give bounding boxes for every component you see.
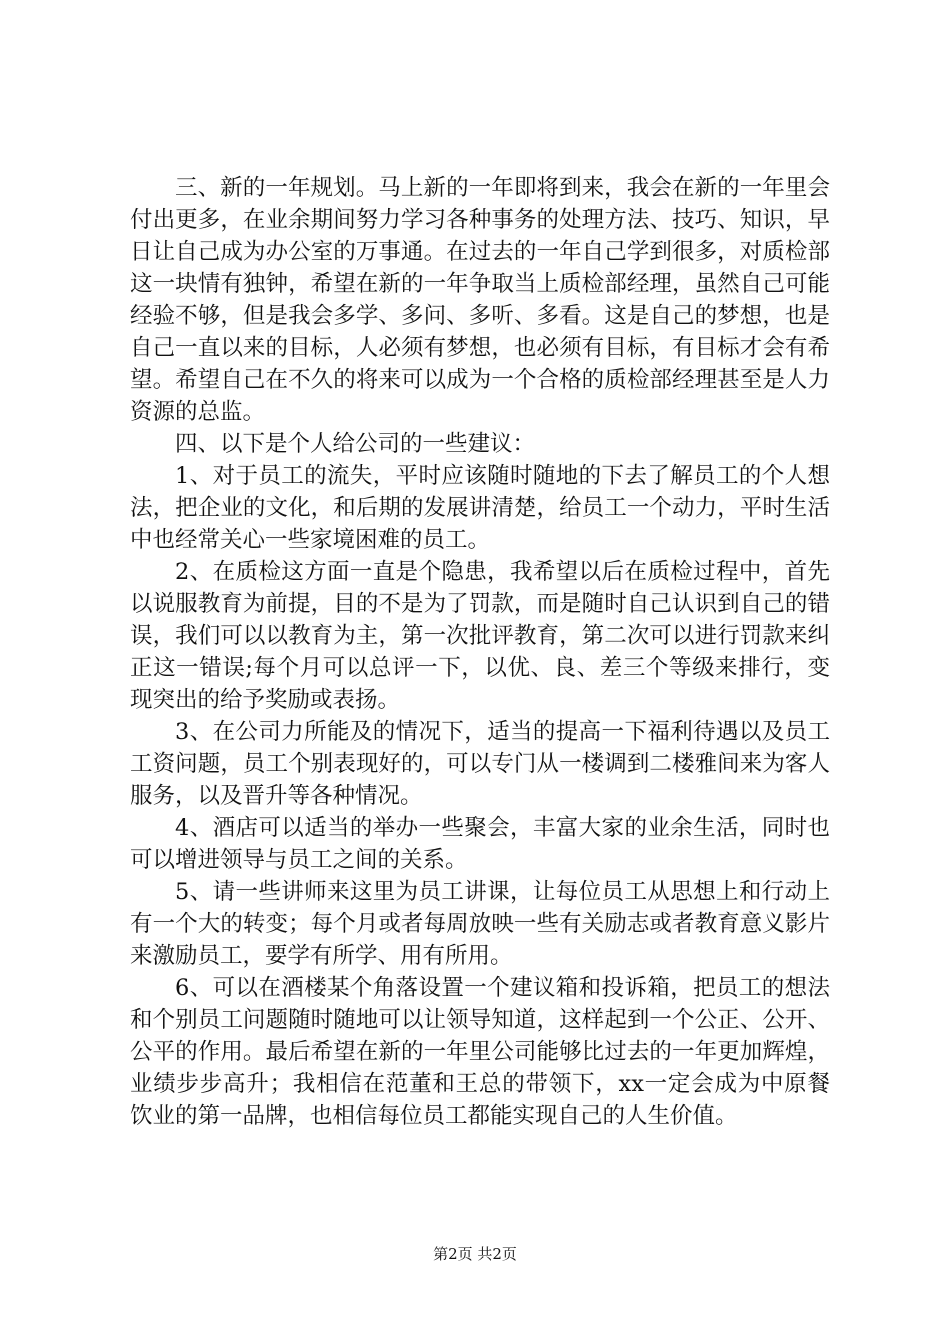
paragraph-suggestion-3: 3、在公司力所能及的情况下，适当的提高一下福利待遇以及员工工资问题，员工个别表现好的，可以专门从一楼调到二楼雅间来为客人服务，以及晋升等各种情况。 <box>130 719 830 809</box>
page-number-label: 第2页 共2页 <box>433 1245 517 1263</box>
paragraph-suggestions-heading: 四、以下是个人给公司的一些建议： <box>175 431 536 457</box>
paragraph-suggestion-1: 1、对于员工的流失，平时应该随时随地的下去了解员工的个人想法，把企业的文化，和后期的发展讲清楚，给员工一个动力，平时生活中也经常关心一些家境困难的员工。 <box>130 463 830 553</box>
paragraph-plan: 三、新的一年规划。马上新的一年即将到来，我会在新的一年里会付出更多，在业余期间努力学习各种事务的处理方法、技巧、知识，早日让自己成为办公室的万事通。在过去的一年自己学到很多，对质检部这一块情有独钟，希望在新的一年争取当上质检部经理，虽然自己可能经验不够，但是我会多学、多问、多听、多看。这是自己的梦想，也是自己一直以来的目标，人必须有梦想，也必须有目标，有目标才会有希望。希望自己在不久的将来可以成为一个合格的质检部经理甚至是人力资源的总监。 <box>130 175 830 425</box>
page-footer <box>0 1244 950 1264</box>
paragraph-suggestion-4: 4、酒店可以适当的举办一些聚会，丰富大家的业余生活，同时也可以增进领导与员工之间的关系。 <box>130 815 830 873</box>
paragraph-suggestion-6: 6、可以在酒楼某个角落设置一个建议箱和投诉箱，把员工的想法和个别员工问题随时随地可以让领导知道，这样起到一个公正、公开、公平的作用。最后希望在新的一年里公司能够比过去的一年更加辉煌，业绩步步高升；我相信在范董和王总的带领下，xx一定会成为中原餐饮业的第一品牌，也相信每位员工都能实现自己的人生价值。 <box>130 975 830 1129</box>
document-body <box>130 172 830 1132</box>
paragraph-suggestion-5: 5、请一些讲师来这里为员工讲课，让每位员工从思想上和行动上有一个大的转变；每个月或者每周放映一些有关励志或者教育意义影片来激励员工，要学有所学、用有所用。 <box>130 879 830 969</box>
paragraph-suggestion-2: 2、在质检这方面一直是个隐患，我希望以后在质检过程中，首先以说服教育为前提，目的不是为了罚款，而是随时自己认识到自己的错误，我们可以以教育为主，第一次批评教育，第二次可以进行罚款来纠正这一错误;每个月可以总评一下，以优、良、差三个等级来排行，变现突出的给予奖励或表扬。 <box>130 559 830 713</box>
